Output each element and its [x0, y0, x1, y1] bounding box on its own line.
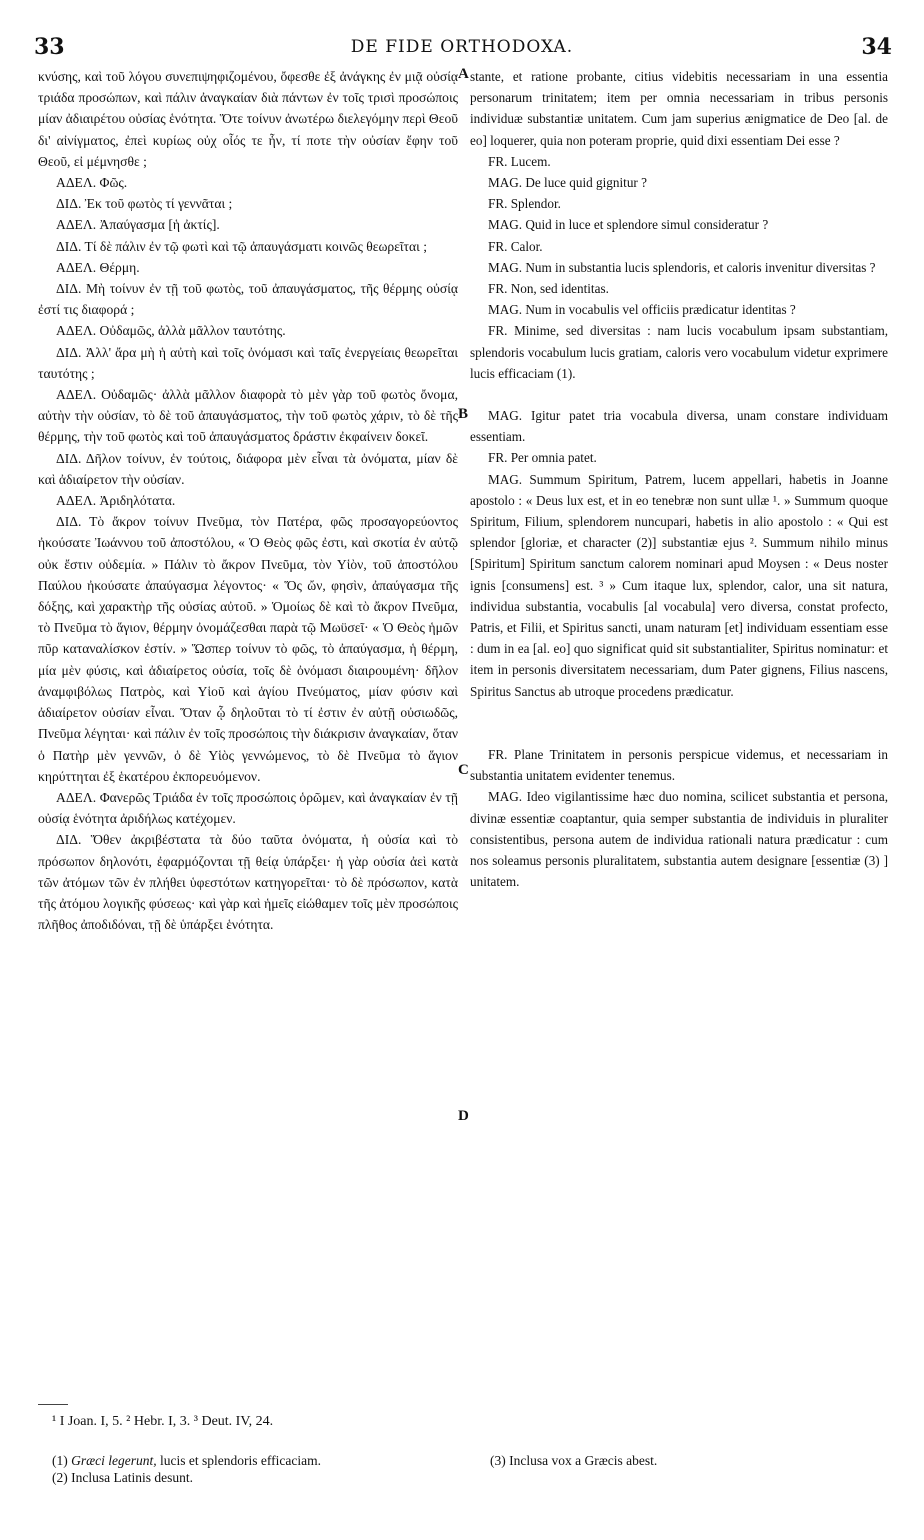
- margin-marker-c: C: [458, 762, 469, 778]
- latin-paragraph: MAG. Summum Spiritum, Patrem, lucem appellari, habetis in Joanne apostolo : « Deus lux est, et in eo tenebræ non sunt ullæ ¹. » Summum quoque Spiritum, Filium, splendorem nuncupari, habetis in alio apostolo : « Qui est splendor [gloriæ, et character (2)] substantiæ ejus ². Summum nihilo minus [Spiritum] Spiritum sanctum calorem nominari apud Moysen : « Deus noster ignis [consumens] est. ³ » Cum itaque lux, splendor, calor, una sit natura, individua substantia, vocabulis [al vocabula] vero diversa, constat profecto, Patris, et Filii, et Spiritus sancti, unam naturam [et] individuam essentiam esse : dum in ea [al. eo] quo significat quid sit substantialiter, Spiritus nominatur: et item in personis diversitatem necessariam, dum Pater gignens, Filius nascens, Spiritus Sanctus ab utroque procedens prædicatur.: [470, 471, 888, 699]
- greek-paragraph: ΑΔΕΛ. Φανερῶς Τριάδα ἐν τοῖς προσώποις ὁρῶμεν, καὶ ἀναγκαίαν ἐν τῇ οὐσίᾳ ἑνότητα ἀριδήλως κατέχομεν.: [38, 789, 458, 827]
- greek-paragraph: ΑΔΕΛ. Ἀριδηλότατα.: [56, 493, 176, 509]
- running-title: DE FIDE ORTHODOXA.: [350, 37, 574, 57]
- greek-paragraph: ΑΔΕΛ. Ἀπαύγασμα [ἡ ἀκτίς].: [56, 217, 220, 233]
- greek-column: [38, 66, 458, 935]
- greek-paragraph: ΔΙΔ. Τί δὲ πάλιν ἐν τῷ φωτὶ καὶ τῷ ἀπαυγάσματι κοινῶς θεωρεῖται ;: [56, 238, 427, 254]
- footnotes-right: [490, 1452, 890, 1469]
- footnote-1-italic: Græci legerunt,: [71, 1453, 157, 1468]
- latin-paragraph: MAG. Quid in luce et splendore simul consideratur ?: [488, 217, 769, 233]
- latin-paragraph: MAG. Num in substantia lucis splendoris, et caloris invenitur diversitas ?: [488, 259, 876, 275]
- latin-paragraph: MAG. Ideo vigilantissime hæc duo nomina, scilicet substantia et persona, divinæ essentiæ coaptantur, quia semper substantia de individuis in pluraliter consistentibus, persona autem de individua rationali natura prædicatur : cum nos soleamus personis pluralitatem, substantia autem designare [essentiæ (3) ] unitatem.: [470, 789, 888, 890]
- latin-paragraph: MAG. Igitur patet tria vocabula diversa, unam constare individuam essentiam.: [470, 408, 888, 445]
- page-number-left: 33: [34, 34, 65, 60]
- scripture-references: ¹ I Joan. I, 5. ² Hebr. I, 3. ³ Deut. IV, 24.: [52, 1414, 274, 1429]
- footnote-3: (3) Inclusa vox a Græcis abest.: [490, 1453, 658, 1468]
- latin-paragraph: MAG. Num in vocabulis vel officiis prædicatur identitas ?: [488, 302, 796, 318]
- latin-paragraph: MAG. De luce quid gignitur ?: [488, 175, 647, 191]
- latin-paragraph: FR. Calor.: [488, 238, 543, 254]
- latin-paragraph: FR. Per omnia patet.: [488, 450, 597, 466]
- footnotes-left: [52, 1452, 462, 1486]
- footnote-1: [52, 1452, 462, 1469]
- greek-paragraph: ΑΔΕΛ. Οὐδαμῶς· ἀλλὰ μᾶλλον διαφορὰ τὸ μὲν γὰρ τοῦ φωτὸς ὄνομα, αὐτὴν τὴν οὐσίαν, τὸ δὲ τοῦ ἀπαυγάσματος, τὴν τοῦ φωτὸς χάριν, τὸ δὲ τῆς θέρμης, τὴν τοῦ φωτὸς καὶ τοῦ ἀπαυγάσματος δράστιν ἐκφαίνειν δοκεῖ.: [38, 387, 458, 445]
- greek-paragraph: ΑΔΕΛ. Φῶς.: [56, 175, 128, 191]
- greek-paragraph: ΔΙΔ. Ἀλλ' ἄρα μὴ ἡ αὐτὴ καὶ τοῖς ὀνόμασι καὶ ταῖς ἐνεργείαις θεωρεῖται ταυτότης ;: [38, 344, 458, 381]
- latin-paragraph: FR. Lucem.: [488, 153, 551, 169]
- latin-paragraph: FR. Plane Trinitatem in personis perspicue videmus, et necessariam in substantia unitatem evidenter tenemus.: [470, 746, 888, 784]
- latin-paragraph: FR. Minime, sed diversitas : nam lucis vocabulum ipsam substantiam, splendoris vocabulum lucis gratiam, caloris vero vocabulum videtur exprimere lucis efficaciam (1).: [470, 323, 888, 381]
- running-head: [0, 34, 924, 68]
- footnote-2: (2) Inclusa Latinis desunt.: [52, 1470, 193, 1485]
- column-gap: [470, 702, 888, 744]
- latin-paragraph: FR. Non, sed identitas.: [488, 281, 609, 297]
- greek-paragraph: ΔΙΔ. Δῆλον τοίνυν, ἐν τούτοις, διάφορα μὲν εἶναι τὰ ὀνόματα, μίαν δὲ καὶ ἀδιαίρετον τὴν οὐσίαν.: [38, 450, 458, 487]
- greek-paragraph: ΑΔΕΛ. Θέρμη.: [56, 259, 140, 275]
- footnote-rule: [38, 1404, 68, 1405]
- greek-paragraph: ΑΔΕΛ. Οὐδαμῶς, ἀλλὰ μᾶλλον ταυτότης.: [56, 323, 286, 339]
- latin-paragraph: stante, et ratione probante, citius videbitis necessariam in una essentia personarum trinitatem; item per omnia necessariam in tribus personis individuæ substantiæ unitatem. Cum jam superius ænigmatice de Deo [al. de eo] loquerer, quia non poteram proprie, quid dixi essentiam Dei esse ?: [470, 69, 888, 148]
- margin-marker-a: A: [458, 66, 469, 82]
- margin-marker-b: B: [458, 406, 469, 422]
- footnote-1-text: lucis et splendoris efficaciam.: [160, 1453, 321, 1468]
- margin-marker-d: D: [458, 1108, 469, 1124]
- greek-paragraph: ΔΙΔ. Ὅθεν ἀκριβέστατα τὰ δύο ταῦτα ὀνόματα, ἡ οὐσία καὶ τὸ πρόσωπον δηλονότι, ἐφαρμόζονται τῇ θείᾳ ὑπάρξει· ἡ γὰρ οὐσία ἀεὶ κατὰ τῶν ἀτόμων τῶν ἐν πλήθει ὑφεστότων κατηγορεῖται· τὸ δὲ πρόσωπον, κατὰ τῆς ἀτόμου λογικῆς φύσεως· καὶ γὰρ καὶ ἡμεῖς εἰώθαμεν τοῖς μὲν προσώποις πλῆθος ἀποδιδόναι, τῇ δὲ ὑπάρξει ἑνότητα.: [38, 832, 458, 933]
- page-number-right: 34: [861, 34, 892, 60]
- greek-paragraph: ΔΙΔ. Ἐκ τοῦ φωτὸς τί γεννᾶται ;: [56, 196, 233, 212]
- greek-paragraph: κνύσης, καὶ τοῦ λόγου συνεπιψηφιζομένου, ὄφεσθε ἐξ ἀνάγκης ἐν μιᾷ οὐσίᾳ τριάδα προσώπων, καὶ πάλιν ἀναγκαίαν διὰ πάντων ἐν τοῖς τρισὶ προσώποις μίαν ἀδιαιρέτου οὐσίας ἑνότητα. Ὅτε τοίνυν ἀνωτέρω διελεγόμην περὶ Θεοῦ δι' αἰνίγματος, ἐπεὶ κυρίως οὐχ οἷός τε ἦν, τί ποτε τὴν οὐσίαν ἔφην τοῦ Θεοῦ, εἰ μέμνησθε ;: [38, 69, 458, 169]
- latin-paragraph: FR. Splendor.: [488, 196, 561, 212]
- greek-paragraph: ΔΙΔ. Τὸ ἄκρον τοίνυν Πνεῦμα, τὸν Πατέρα, φῶς προσαγορεύοντος ἠκούσατε Ἰωάννου τοῦ ἀποστόλου, « Ὁ Θεὸς φῶς ἐστι, καὶ σκοτία ἐν αὐτῷ οὐκ ἔστιν οὐδεμία. » Πάλιν τὸ ἄκρον Πνεῦμα, τὸν Υἱὸν, τοῦ ἀποστόλου Παύλου ἠκούσατε ἀπαύγασμα λέγοντος· « Ὅς ὤν, φησὶν, ἀπαύγασμα τῆς δόξης, καὶ χαρακτὴρ τῆς οὐσίας αὐτοῦ. » Ὁμοίως δὲ καὶ τὸ ἄκρον Πνεῦμα, τὸ Πνεῦμα τὸ ἅγιον, θέρμην ὀνομάζεσθαι παρὰ τῷ Μωϋσεῖ· « Ὁ Θεὸς ἡμῶν πῦρ καταναλίσκον ἐστίν. » Ὥσπερ τοίνυν τὸ φῶς, τὸ ἀπαύγασμα, ἡ θέρμη, μία μὲν φύσις, καὶ ἀδιαίρετος οὐσία, τοῖς δὲ ὀνόμασι διαιρουμένη· δῆλον ἀναμφιβόλως Πατρὸς, καὶ Υἱοῦ καὶ ἁγίου Πνεύματος, μίαν φύσιν καὶ ἀδιαίρετον οὐσίαν εἶναι. Ὅταν ᾧ δηλοῦται τὸ τί ἐστιν ἐν αὐτῇ οὐσιωδῶς, Πνεῦμα λέγηται· καὶ πάλιν ἐν τοῖς προσώποις τὴν διάκρισιν ἀναγκαίαν, ὅταν ὁ Πατὴρ μὲν γεννῶν, ὁ δὲ Υἱὸς γεννώμενος, τὸ δὲ Πνεῦμα τὸ ἅγιον κηρύττηται ἐξ ἑκατέρου ἐκπορευόμενον.: [38, 514, 458, 784]
- column-gap: [470, 384, 888, 405]
- greek-paragraph: ΔΙΔ. Μὴ τοίνυν ἐν τῇ τοῦ φωτὸς, τοῦ ἀπαυγάσματος, τῆς θέρμης οὐσίᾳ ἐστί τις διαφορά ;: [38, 281, 458, 318]
- latin-column: [470, 66, 888, 892]
- footnote-1-number: (1): [52, 1453, 68, 1468]
